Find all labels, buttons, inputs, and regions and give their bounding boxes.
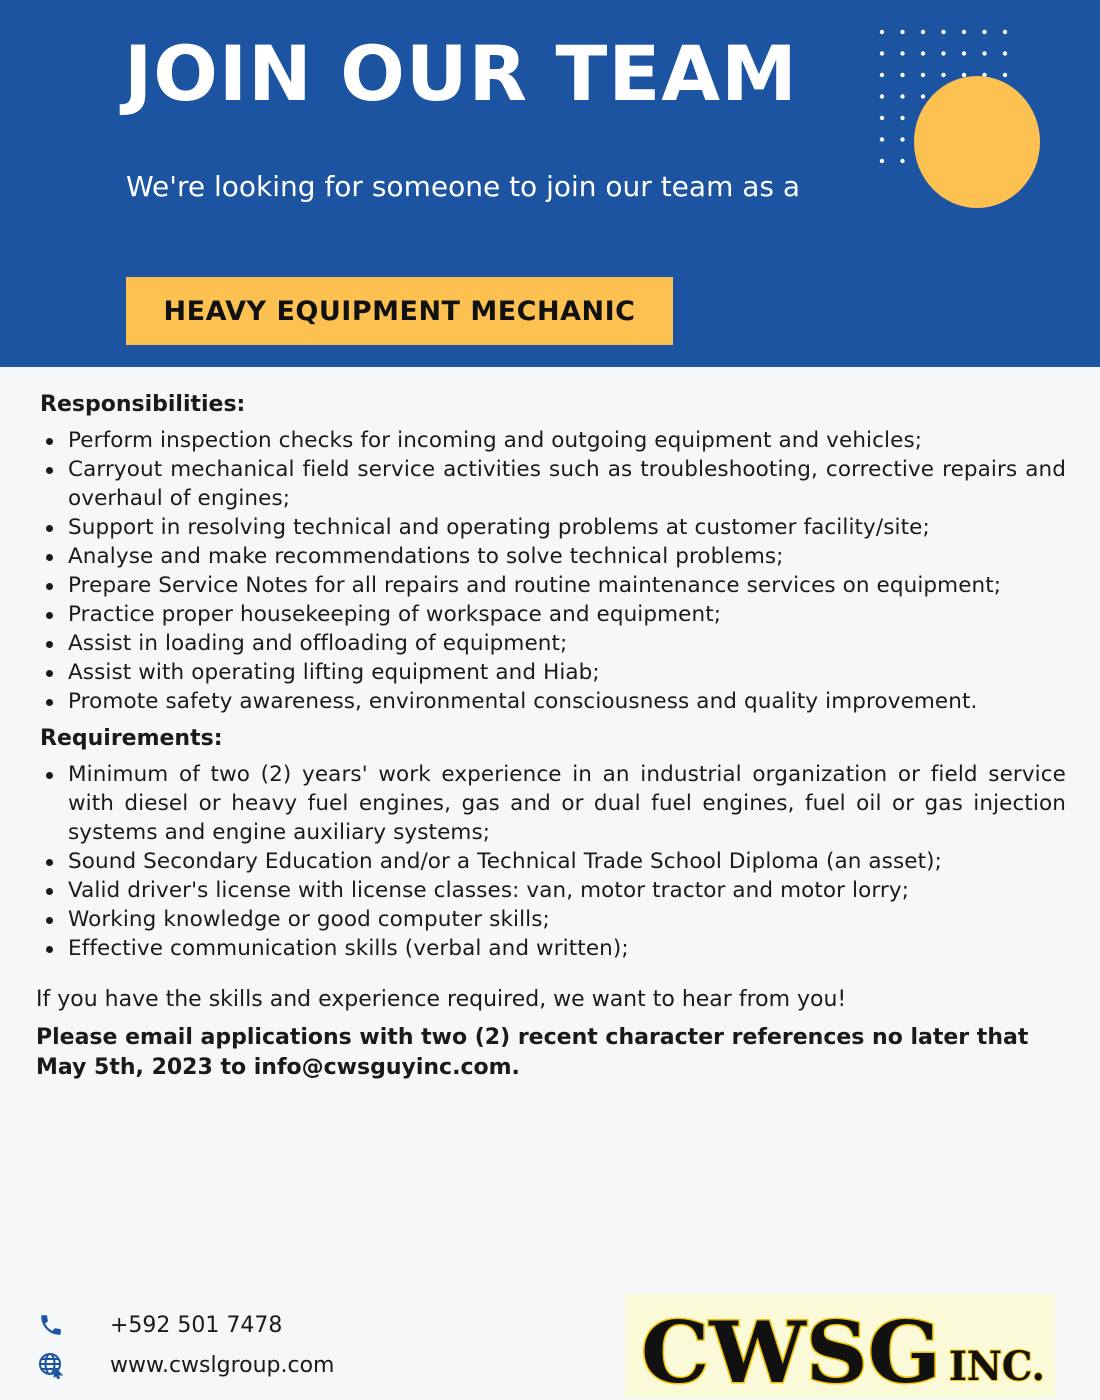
header-banner (0, 0, 1100, 367)
decorative-dot (921, 30, 925, 34)
globe-icon (36, 1350, 66, 1380)
decorative-dot (962, 30, 966, 34)
decorative-dot (1003, 73, 1007, 77)
page-title: JOIN OUR TEAM (124, 29, 798, 118)
apply-instructions: Please email applications with two (2) recent character references no later that May 5th, 2023 to info@cwsguyinc.com. (36, 1025, 1029, 1080)
list-item: Assist with operating lifting equipment and Hiab; (68, 658, 1066, 687)
job-title: HEAVY EQUIPMENT MECHANIC (163, 295, 636, 327)
list-item: Carryout mechanical field service activities such as troubleshooting, corrective repairs and overhaul of engines; (68, 457, 1066, 511)
list-item: Promote safety awareness, environmental consciousness and quality improvement. (68, 687, 1066, 716)
list-item: Perform inspection checks for incoming and outgoing equipment and vehicles; (68, 426, 1066, 455)
decorative-dot (900, 30, 904, 34)
list-item: Support in resolving technical and operating problems at customer facility/site; (68, 513, 1066, 542)
decorative-dot (880, 159, 884, 163)
decorative-dot (941, 30, 945, 34)
list-item: Sound Secondary Education and/or a Technical Trade School Diploma (an asset); (68, 847, 1066, 876)
decorative-dot (941, 51, 945, 55)
decorative-dot (982, 30, 986, 34)
decorative-dot (880, 30, 884, 34)
decorative-dot (900, 94, 904, 98)
company-logo (625, 1294, 1055, 1398)
requirements-heading: Requirements: (40, 726, 223, 751)
decorative-dot (900, 159, 904, 163)
decorative-dot (921, 51, 925, 55)
phone-icon (36, 1310, 66, 1340)
requirements-list (36, 760, 1066, 963)
decorative-dot (900, 137, 904, 141)
yellow-circle-decoration (914, 76, 1040, 208)
list-item: Minimum of two (2) years' work experience in an industrial organization or field service with diesel or heavy fuel engines, gas and or dual fuel engines, fuel oil or gas injection systems and engine auxiliary systems; (68, 762, 1066, 845)
website-link[interactable]: www.cwslgroup.com (110, 1352, 335, 1378)
decorative-dot (900, 51, 904, 55)
list-item: Effective communication skills (verbal and written); (68, 934, 1066, 963)
decorative-dot (1003, 30, 1007, 34)
logo-main-text: CWSG (641, 1303, 941, 1398)
logo-suffix-text: INC. (949, 1343, 1045, 1390)
decorative-dot (880, 137, 884, 141)
decorative-dot (941, 73, 945, 77)
decorative-dot (900, 73, 904, 77)
list-item: Analyse and make recommendations to solve technical problems; (68, 542, 1066, 571)
decorative-dot (880, 94, 884, 98)
decorative-dot (962, 51, 966, 55)
decorative-dot (880, 116, 884, 120)
main-content (36, 388, 1066, 1083)
list-item: Practice proper housekeeping of workspace and equipment; (68, 600, 1066, 629)
decorative-dot (900, 116, 904, 120)
list-item: Working knowledge or good computer skills; (68, 905, 1066, 934)
responsibilities-heading: Responsibilities: (40, 392, 246, 417)
decorative-dot (921, 73, 925, 77)
decorative-dot (982, 51, 986, 55)
decorative-dot (1003, 51, 1007, 55)
decorative-dot (921, 94, 925, 98)
decorative-dot (880, 51, 884, 55)
list-item: Valid driver's license with license classes: van, motor tractor and motor lorry; (68, 876, 1066, 905)
closing-text: If you have the skills and experience required, we want to hear from you! (36, 987, 847, 1012)
phone-number[interactable]: +592 501 7478 (110, 1312, 283, 1338)
website-contact[interactable] (36, 1350, 335, 1380)
list-item: Prepare Service Notes for all repairs and routine maintenance services on equipment; (68, 571, 1066, 600)
responsibilities-list (36, 426, 1066, 716)
decorative-dot (880, 73, 884, 77)
header-subtitle: We're looking for someone to join our team as a (126, 170, 801, 203)
list-item: Assist in loading and offloading of equipment; (68, 629, 1066, 658)
job-title-badge (126, 277, 673, 345)
phone-contact[interactable] (36, 1310, 282, 1340)
